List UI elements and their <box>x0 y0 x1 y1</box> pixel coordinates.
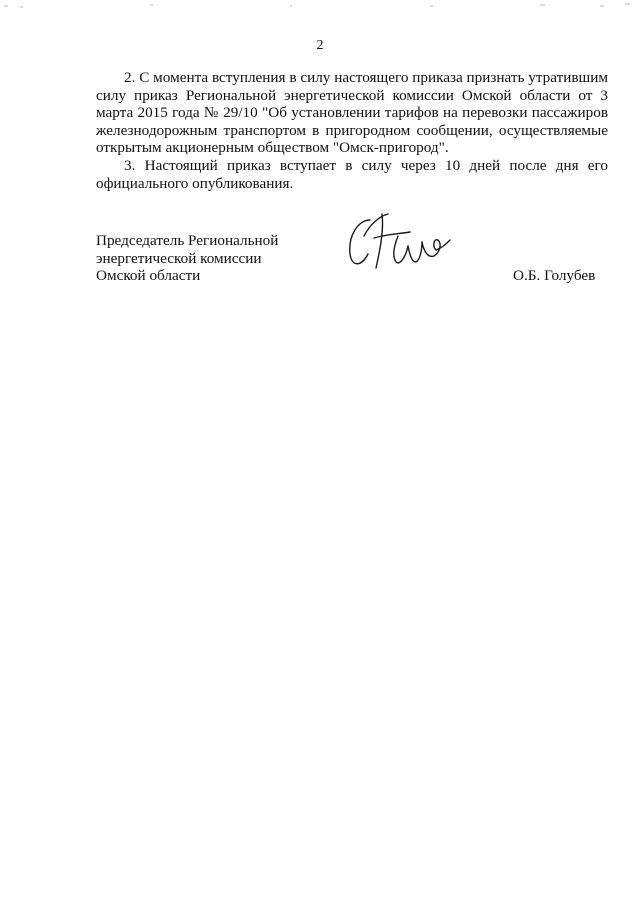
document-body <box>96 69 608 192</box>
paragraph-3: 3. Настоящий приказ вступает в силу через 10 дней после дня его официального опубликования. <box>96 156 608 192</box>
page-number: 2 <box>316 38 324 53</box>
signatory-title <box>96 232 278 285</box>
signer-name: О.Б. Голубев <box>513 267 596 284</box>
scan-edge-marks <box>0 0 640 14</box>
handwritten-signature <box>340 206 456 276</box>
signatory-title-line: Председатель Региональной <box>96 232 279 249</box>
signatory-title-line: энергетической комиссии <box>96 249 262 267</box>
paragraph-2: 2. С момента вступления в силу настоящего приказа признать утратившим силу приказ Региональной энергетической комиссии Омской области от 3 марта 2015 года № 29/10 "Об установлении тарифов на перевозки пассажиров железнодорожным транспортом в пригородном сообщении, осуществляемые открытым акционерным обществом "Омск-пригород". <box>96 69 608 157</box>
signatory-title-line: Омской области <box>96 267 201 285</box>
